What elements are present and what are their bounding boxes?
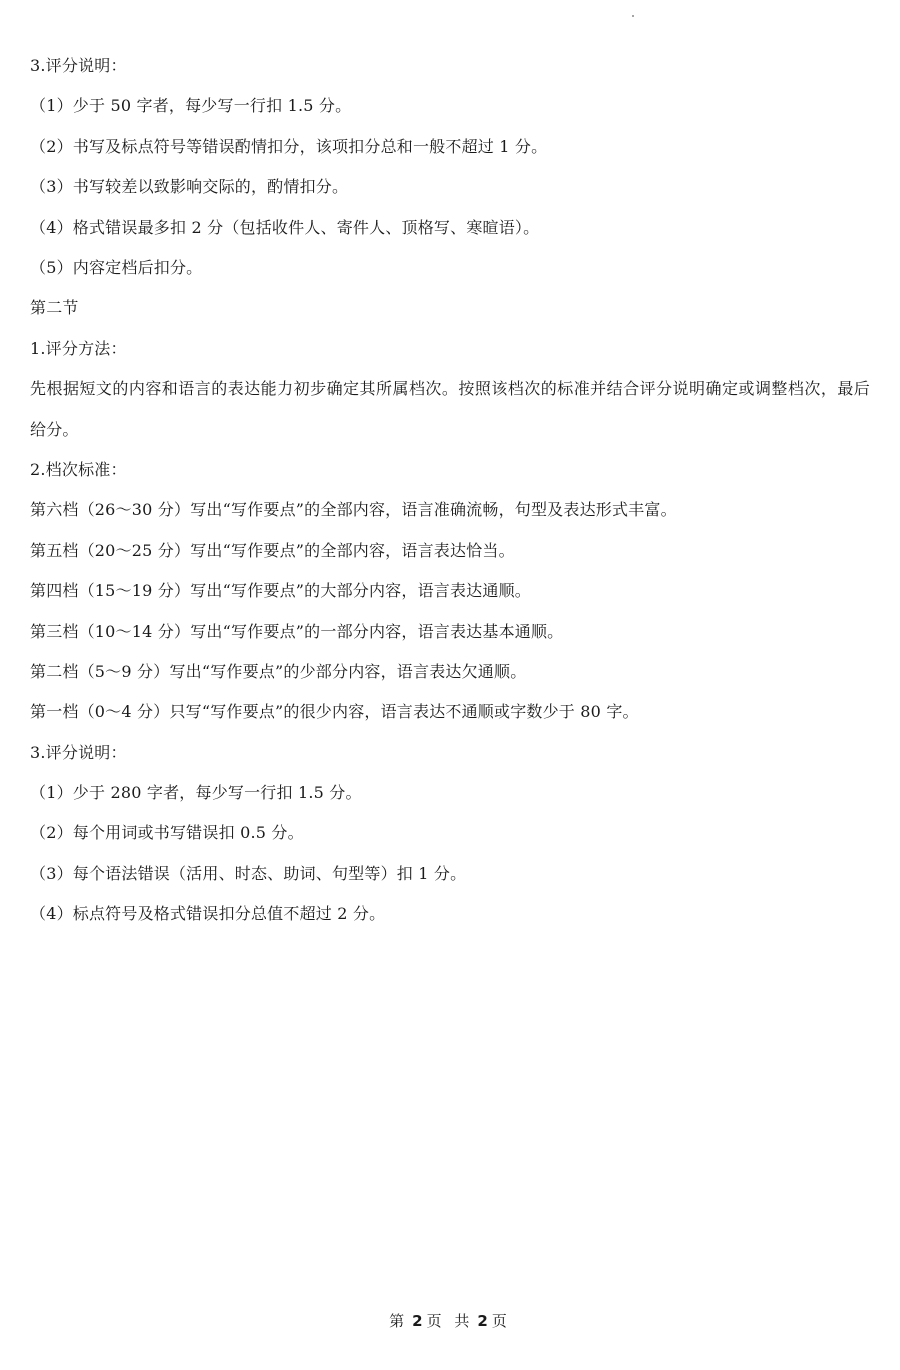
- page-footer: [0, 1310, 900, 1331]
- page-content: [30, 46, 870, 935]
- scoring-method-text: 先根据短文的内容和语言的表达能力初步确定其所属档次。按照该档次的标准并结合评分说明确定或调整档次，最后给分。: [30, 379, 870, 439]
- section2-title: 第二节: [30, 298, 79, 318]
- footer-current-page: 2: [412, 1312, 423, 1330]
- grade-6: 第六档（26～30 分）写出“写作要点”的全部内容，语言准确流畅，句型及表达形式丰富。: [30, 500, 677, 520]
- grade-2: 第二档（5～9 分）写出“写作要点”的少部分内容，语言表达欠通顺。: [30, 661, 527, 681]
- scoring-method-heading: 1.评分方法：: [30, 338, 127, 358]
- scan-speck: [632, 15, 634, 17]
- grade-3: 第三档（10～14 分）写出“写作要点”的一部分内容，语言表达基本通顺。: [30, 621, 564, 641]
- section1-note-4: （4）格式错误最多扣 2 分（包括收件人、寄件人、顶格写、寒暄语）。: [30, 217, 540, 237]
- section2-note-4: （4）标点符号及格式错误扣分总值不超过 2 分。: [30, 904, 386, 924]
- footer-prefix: 第: [389, 1312, 409, 1330]
- grade-standards-heading: 2.档次标准：: [30, 459, 127, 479]
- footer-middle: 页 共: [426, 1312, 474, 1330]
- grade-1: 第一档（0～4 分）只写“写作要点”的很少内容，语言表达不通顺或字数少于 80 字。: [30, 702, 639, 722]
- section1-notes-heading: 3.评分说明：: [30, 56, 127, 75]
- section1-note-5: （5）内容定档后扣分。: [30, 257, 203, 277]
- section2-note-3: （3）每个语法错误（活用、时态、助词、句型等）扣 1 分。: [30, 863, 467, 883]
- section1-note-3: （3）书写较差以致影响交际的，酌情扣分。: [30, 177, 349, 197]
- section2-note-1: （1）少于 280 字者，每少写一行扣 1.5 分。: [30, 783, 362, 803]
- footer-suffix: 页: [491, 1312, 511, 1330]
- section2-note-2: （2）每个用词或书写错误扣 0.5 分。: [30, 823, 304, 843]
- section1-note-1: （1）少于 50 字者，每少写一行扣 1.5 分。: [30, 96, 352, 116]
- footer-total-pages: 2: [477, 1312, 488, 1330]
- section2-notes-heading: 3.评分说明：: [30, 742, 127, 762]
- grade-4: 第四档（15～19 分）写出“写作要点”的大部分内容，语言表达通顺。: [30, 581, 531, 601]
- section1-note-2: （2）书写及标点符号等错误酌情扣分，该项扣分总和一般不超过 1 分。: [30, 136, 548, 156]
- grade-5: 第五档（20～25 分）写出“写作要点”的全部内容，语言表达恰当。: [30, 540, 515, 560]
